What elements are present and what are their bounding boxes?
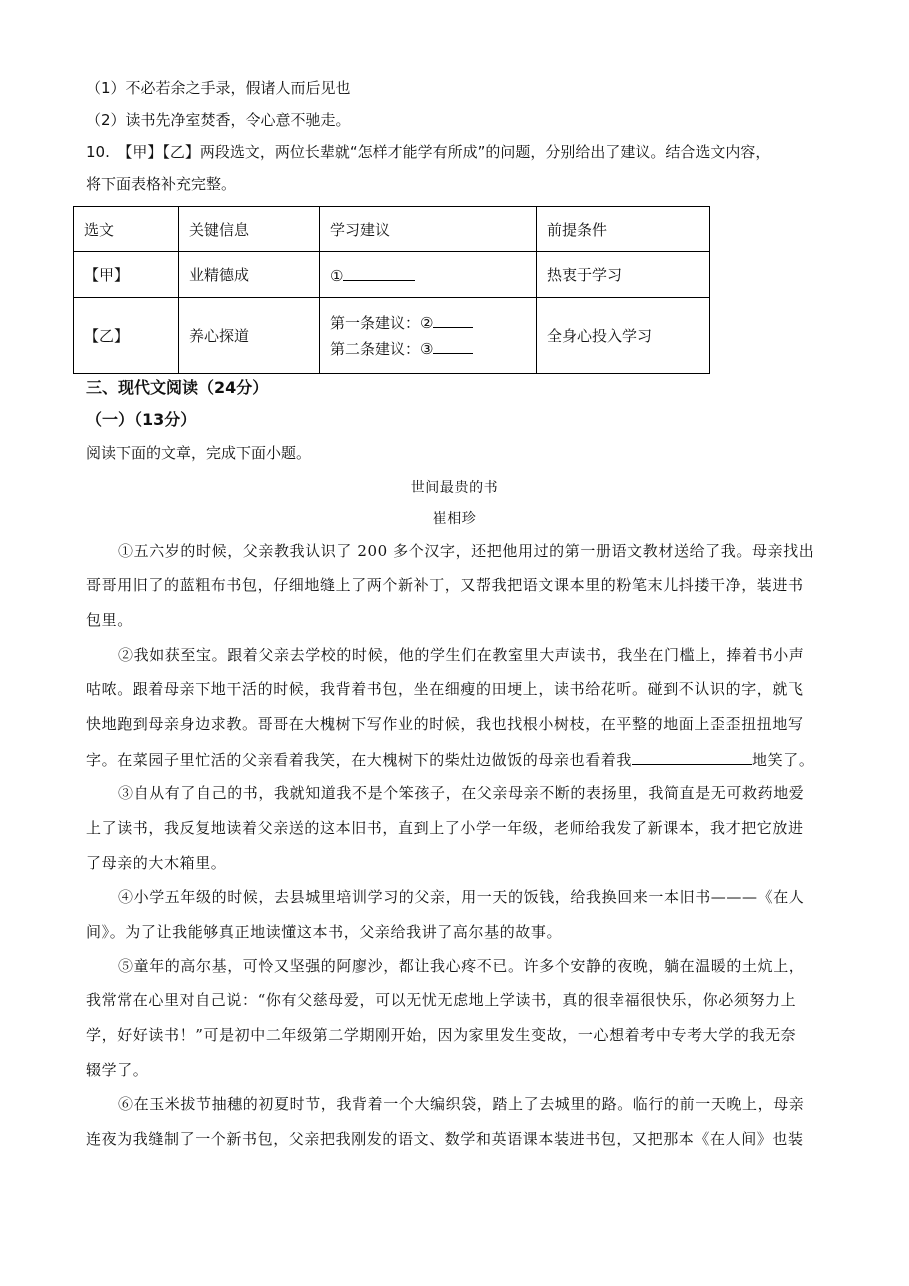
table-header-cell: 学习建议 <box>320 207 537 252</box>
paragraph-1-line: ①五六岁的时候，父亲教我认识了 200 多个汉字，还把他用过的第一册语文教材送给了我。母亲找出 <box>118 542 815 560</box>
article-title: 世间最贵的书 <box>410 480 499 496</box>
paragraph-4-line: 间》。为了让我能够真正地读懂这本书，父亲给我讲了高尔基的故事。 <box>86 923 563 941</box>
table-cell: 热衷于学习 <box>537 252 710 298</box>
paragraph-5-line: 我常常在心里对自己说：“你有父慈母爱，可以无忧无虑地上学读书，真的很幸福很快乐，你必须努力上 <box>86 991 797 1009</box>
question-10-prompt-cont: 将下面表格补充完整。 <box>86 175 237 193</box>
answer-blank-3[interactable] <box>433 337 473 354</box>
question-10-prompt: 10. 【甲】【乙】两段选文，两位长辈就“怎样才能学有所成”的问题，分别给出了建议。结合选文内容， <box>86 143 771 161</box>
instruction: 阅读下面的文章，完成下面小题。 <box>86 444 312 462</box>
text-segment: 地笑了。 <box>752 751 815 769</box>
fill-in-blank[interactable] <box>632 748 752 765</box>
paragraph-3-line: ③自从有了自己的书，我就知道我不是个笨孩子，在父亲母亲不断的表扬里，我简直是无可救药地爱 <box>118 784 805 802</box>
paragraph-5-line: 学，好好读书！”可是初中二年级第二学期刚开始，因为家里发生变故，一心想着考中专考大学的我无奈 <box>86 1026 797 1044</box>
answer-blank-2[interactable] <box>433 311 473 328</box>
table-row <box>74 252 710 298</box>
table-cell: 养心探道 <box>179 298 320 374</box>
paragraph-2-line: 咕哝。跟着母亲下地干活的时候，我背着书包，坐在细瘦的田埂上，读书给花听。碰到不认识的字，就飞 <box>86 680 804 698</box>
paragraph-1-line: 哥哥用旧了的蓝粗布书包，仔细地缝上了两个新补丁，又帮我把语文课本里的粉笔末儿抖搂干净，装进书 <box>86 576 804 594</box>
section-heading: 三、现代文阅读（24分） <box>86 378 269 397</box>
paragraph-2-line: ②我如获至宝。跟着父亲去学校的时候，他的学生们在教室里大声读书，我坐在门槛上，捧着书小声 <box>118 646 805 664</box>
paragraph-6-line: ⑥在玉米拔节抽穗的初夏时节，我背着一个大编织袋，踏上了去城里的路。临行的前一天晚上，母亲 <box>118 1095 805 1113</box>
paragraph-5-line: ⑤童年的高尔基，可怜又坚强的阿廖沙，都让我心疼不已。许多个安静的夜晚，躺在温暖的土炕上， <box>118 957 805 975</box>
paragraph-6-line: 连夜为我缝制了一个新书包，父亲把我刚发的语文、数学和英语课本装进书包，又把那本《在人间》也装 <box>86 1130 804 1148</box>
paragraph-2-line <box>86 748 814 770</box>
blank-label: 第二条建议：③ <box>330 339 434 358</box>
table-header-cell: 前提条件 <box>537 207 710 252</box>
paragraph-1-line: 包里。 <box>86 611 133 629</box>
table-cell <box>320 298 537 374</box>
table-row <box>74 298 710 374</box>
paragraph-3-line: 上了读书，我反复地读着父亲送的这本旧书，直到上了小学一年级，老师给我发了新课本，我才把它放进 <box>86 819 804 837</box>
table-header-cell: 关键信息 <box>179 207 320 252</box>
question-item-2: （2）读书先净室焚香，令心意不驰走。 <box>86 111 351 129</box>
text-segment: 字。在菜园子里忙活的父亲看着我笑，在大槐树下的柴灶边做饭的母亲也看着我 <box>86 751 633 769</box>
table-cell: 【乙】 <box>74 298 179 374</box>
answer-table <box>73 206 710 374</box>
paragraph-5-line: 辍学了。 <box>86 1061 149 1079</box>
paragraph-3-line: 了母亲的大木箱里。 <box>86 854 227 872</box>
blank-label: ① <box>330 267 344 285</box>
paragraph-4-line: ④小学五年级的时候，去县城里培训学习的父亲，用一天的饭钱，给我换回来一本旧书———《在人 <box>118 888 805 906</box>
table-cell: 【甲】 <box>74 252 179 298</box>
table-cell <box>320 252 537 298</box>
blank-label: 第一条建议：② <box>330 313 434 332</box>
article-author: 崔相珍 <box>432 511 477 527</box>
subsection-heading: （一）（13分） <box>86 410 197 429</box>
question-item-1: （1）不必若余之手录，假诸人而后见也 <box>86 79 351 97</box>
paragraph-2-line: 快地跑到母亲身边求教。哥哥在大槐树下写作业的时候，我也找根小树枝，在平整的地面上歪歪扭扭地写 <box>86 715 804 733</box>
table-header-row <box>74 207 710 252</box>
table-cell: 全身心投入学习 <box>537 298 710 374</box>
answer-blank-1[interactable] <box>343 264 415 281</box>
table-cell: 业精德成 <box>179 252 320 298</box>
table-header-cell: 选文 <box>74 207 179 252</box>
